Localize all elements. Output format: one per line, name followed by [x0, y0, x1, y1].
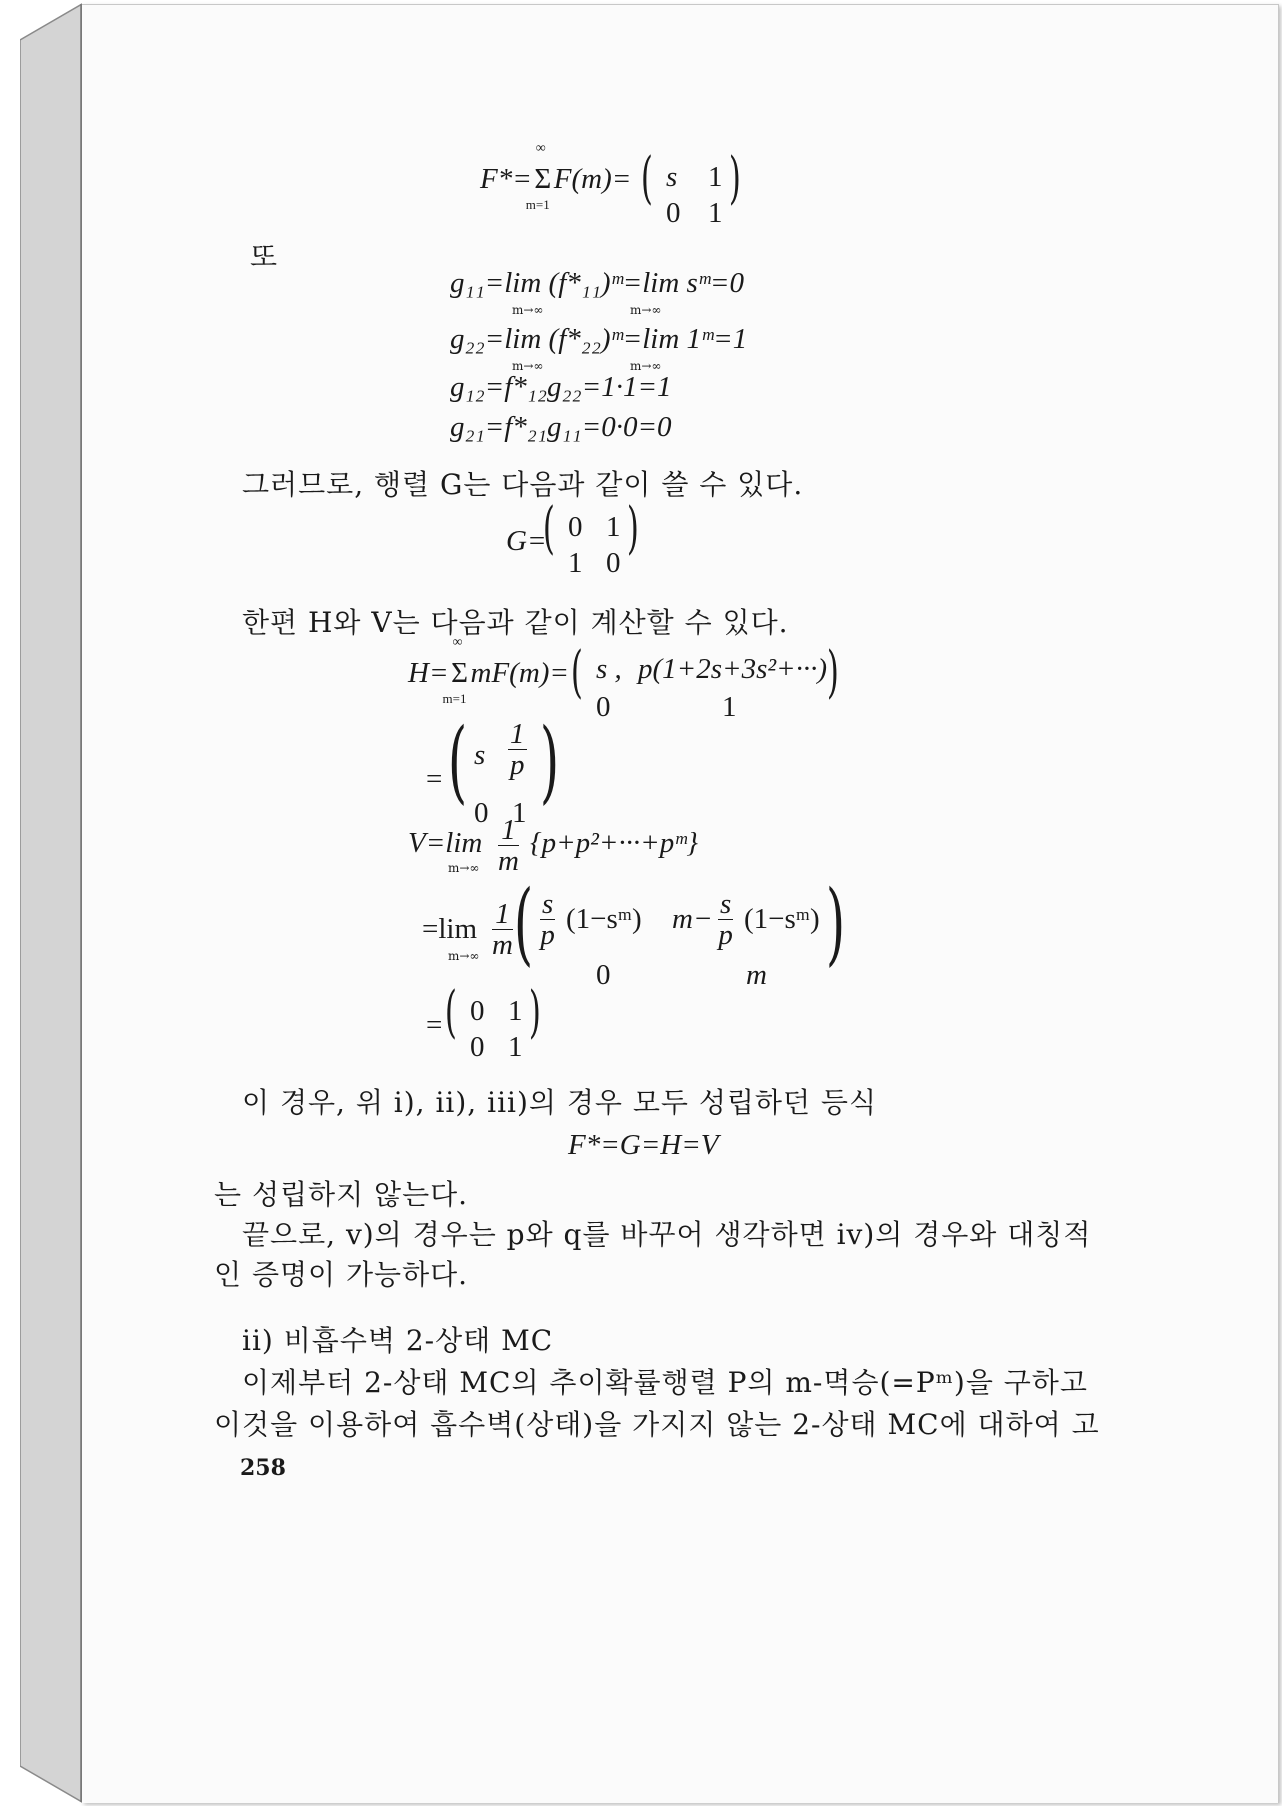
page-number: 258 [240, 1455, 286, 1481]
equation-v-lhs: V=lim [408, 827, 483, 859]
lim-subscript: m→∞ [630, 359, 662, 373]
paragraph-not-hold: 는 성립하지 않는다. [214, 1178, 469, 1211]
book-page [82, 4, 1279, 1803]
matrix-v: ( $\frac{s}{p}$ (1−sᵐ) m− $\frac{s}{p}$ (1−sᵐ) 0 m ) [513, 871, 846, 991]
matrix-h-simplified: ( s $\frac{1}{p}$ 0 1 ) [447, 709, 560, 829]
equation-final: F*=G=H=V [568, 1129, 719, 1161]
paragraph-next-line1: 이제부터 2-상태 MC의 추이확률행렬 P의 m-멱승(=Pᵐ)을 구하고 [242, 1366, 1088, 1399]
matrix-f-star: ( s 1 0 1 ) [640, 146, 741, 229]
lim-subscript: m→∞ [448, 949, 480, 963]
matrix-g: ( 0 1 1 0 ) [542, 496, 639, 579]
matrix-v-result: ( 0 1 0 1 ) [444, 980, 541, 1063]
lim-subscript: m→∞ [448, 861, 480, 875]
matrix-h: ( s , p(1+2s+3s²+···) 0 1 ) [570, 640, 839, 723]
paragraph-case: 이 경우, 위 i), ii), iii)의 경우 모두 성립하던 등식 [242, 1086, 878, 1119]
equals-sign: = [426, 763, 443, 795]
equals-sign: = [426, 1009, 443, 1041]
word-tto: 또 [250, 240, 279, 273]
section-heading: ii) 비흡수벽 2-상태 MC [242, 1324, 554, 1357]
equation-g-lhs: G= [506, 525, 547, 557]
lim-subscript: m→∞ [630, 303, 662, 317]
paragraph-end-line1: 끝으로, v)의 경우는 p와 q를 바꾸어 생각하면 iv)의 경우와 대칭적 [242, 1218, 1092, 1251]
lim-subscript: m→∞ [512, 303, 544, 317]
equation-h: H= ∞ Σ m=1 mF(m)= [408, 635, 569, 706]
equation-v-rest: {p+p²+···+pᵐ} [530, 827, 698, 859]
fraction-1-over-m: $\frac{1}{m}$ [492, 898, 513, 962]
equation-g21: g₂₁=f*₂₁g₁₁=0·0=0 [450, 411, 672, 443]
paragraph-next-line2: 이것을 이용하여 흡수벽(상태)을 가지지 않는 2-상태 MC에 대하여 고 [214, 1408, 1100, 1441]
equation-g11: g₁₁=lim (f*₁₁)ᵐ=lim sᵐ=0 [450, 267, 744, 299]
equation-g22: g₂₂=lim (f*₂₂)ᵐ=lim 1ᵐ=1 [450, 323, 748, 355]
equation-g12: g₁₂=f*₁₂g₂₂=1·1=1 [450, 371, 672, 403]
paragraph-hv-intro: 한편 H와 V는 다음과 같이 계산할 수 있다. [242, 606, 789, 639]
lim-subscript: m→∞ [512, 359, 544, 373]
paragraph-end-line2: 인 증명이 가능하다. [214, 1258, 469, 1291]
fraction-1-over-m: $\frac{1}{m}$ [498, 814, 519, 878]
equation-v2-lim: =lim [422, 913, 478, 945]
paragraph-g-intro: 그러므로, 행렬 G는 다음과 같이 쓸 수 있다. [242, 468, 804, 501]
equation-f-star: F*= ∞ Σ m=1 F(m)= [480, 141, 632, 212]
book-spine [20, 0, 82, 1806]
